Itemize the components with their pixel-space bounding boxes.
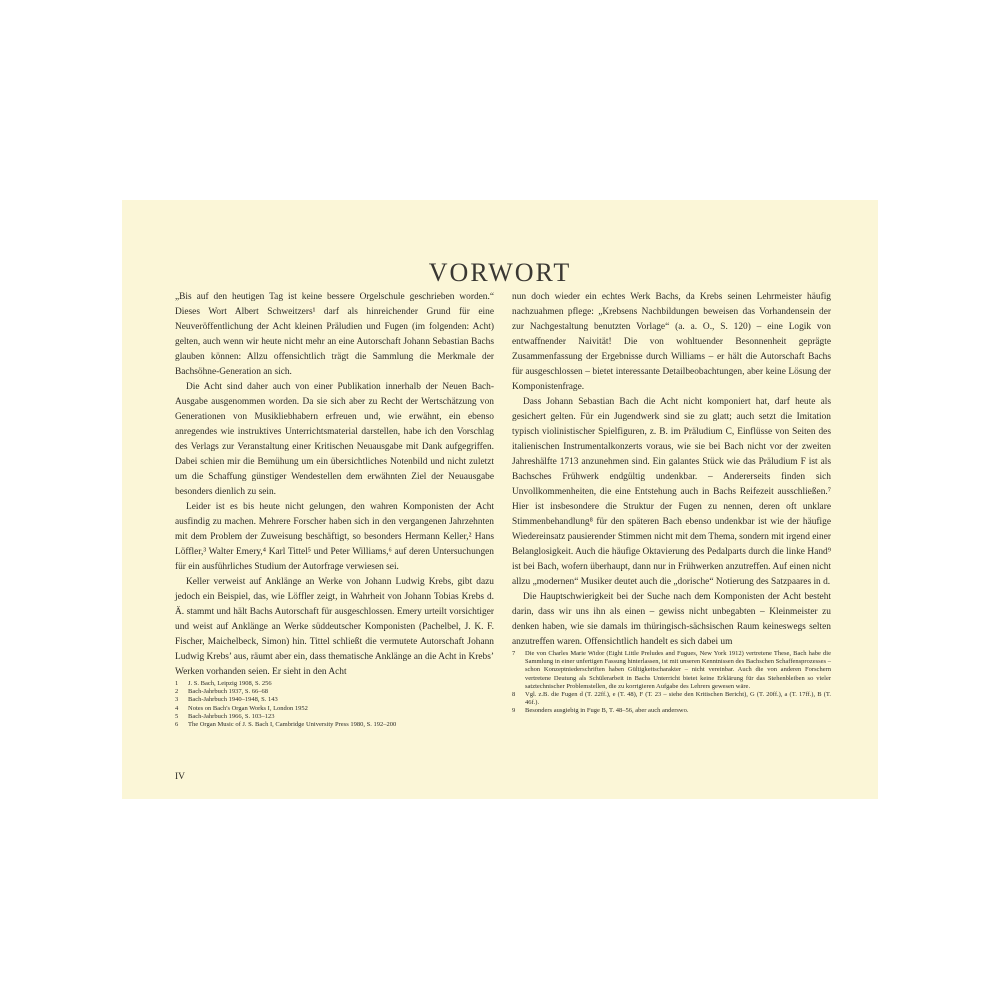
page-number: IV [175,772,186,782]
footnotes-right [512,650,831,716]
footnote-number: 3 [175,696,179,704]
footnote-number: 1 [175,680,179,687]
footnote [175,713,494,721]
left-column [175,290,494,680]
footnote [512,650,831,691]
footnote-number: 6 [175,721,179,729]
footnote [175,721,494,729]
book-page [122,200,878,799]
footnote-text: Notes on Bach's Organ Works I, London 1952 [188,704,308,712]
page-title: VORWORT [428,258,572,287]
paragraph: Leider ist es bis heute nicht gelungen, den wahren Komponisten der Acht ausfindig zu machen. Mehrere Forscher haben sich in den vergangenen Jahrzehnten mit dem Problem der Zuweisung beschäftigt, so besonders Hermann Keller,² Hans Löffler,³ Walter Emery,⁴ Karl Tittel⁵ und Peter Williams,⁶ auf deren Untersuchungen für ein ausführliches Studium der Autorfrage verwiesen sei. [175,502,494,572]
footnote-number: 2 [175,688,179,696]
footnote [175,696,494,704]
paragraph: Dass Johann Sebastian Bach die Acht nicht komponiert hat, darf heute als gesichert gelten. Für ein Jugendwerk sind sie zu glatt; auch setzt die Imitation typisch violinistischer Spielfiguren, z. B. im Präludium C, Einflüsse von Seiten des italienischen Instrumentalkonzerts voraus, wie sie bei Bach nicht vor der zweiten Jahreshälfte 1713 anzunehmen sind. Ein galantes Stück wie das Präludium F ist als Bachsches Frühwerk endgültig undenkbar. – Andererseits finden sich Unvollkommenheiten, die eine Entstehung auch in Bachs Reifezeit ausschließen.⁷ Hier ist insbesondere die Struktur der Fugen zu nennen, deren oft unklare Stimmenbehandlung⁸ für den späteren Bach ebenso undenkbar ist wie der häufige Wiedereinsatz pausierender Stimmen nicht mit dem Thema, sondern mit irgend einer Belanglosigkeit. Auch die häufige Oktavierung des Pedalparts durch die linke Hand⁹ ist bei Bach, wofern überhaupt, dann nur in Frühwerken anzutreffen. Auf einen nicht allzu „modernen“ Musiker deutet auch die „dorische“ Notierung des Satzpaares in d. [512,397,831,587]
right-column [512,290,831,650]
footnote-text: Besonders ausgiebig in Fuge B, T. 48–56, aber auch anderswo. [525,707,689,715]
footnote [512,707,831,715]
paragraph: Die Hauptschwierigkeit bei der Suche nach dem Komponisten der Acht besteht darin, dass wir uns ihn als einen – gewiss nicht unbegabten – Kleinmeister zu denken haben, wie sie damals im thüringisch-sächsischen Raum keineswegs selten anzutreffen waren. Offensichtlich handelt es sich dabei um [512,592,831,647]
footnote-text: Bach-Jahrbuch 1966, S. 103–123 [188,712,275,720]
footnote-text: J. S. Bach, Leipzig 1908, S. 256 [188,680,272,687]
footnote-number: 7 [512,650,516,657]
footnote-number: 9 [512,707,516,715]
footnote [175,688,494,696]
footnote [175,705,494,713]
footnote [512,691,831,707]
footnote-number: 5 [175,712,179,720]
paragraph: Die Acht sind daher auch von einer Publikation innerhalb der Neuen Bach-Ausgabe ausgenommen worden. Da sie sich aber zu Recht der Wertschätzung von Generationen von Musikliebhabern erfreuen und, wie erwähnt, ein ebenso anregendes wie instruktives Unterrichtsmaterial darstellen, habe ich den Vorschlag des Verlags zur Veranstaltung einer Kritischen Neuausgabe mit Dank aufgegriffen. Dabei schien mir die Bemühung um ein übersichtliches Notenbild und nicht zuletzt um die Schaffung günstiger Wendestellen dem erwähnten Ziel der Neuausgabe besonders dienlich zu sein. [175,382,494,497]
footnote-text: Die von Charles Marie Widor (Eight Little Preludes and Fugues, New York 1912) vertretene These, Bach habe die Sammlung in einer unfertigen Fassung hinterlassen, ist mit unseren Kenntnissen des Bachschen Schaffensprozesses – schon Konzeptniederschriften haben Gültigkeitscharakter – nicht vereinbar. Auch die von anderen Forschern vertretene Deutung als Schülerarbeit in Bachs Unterricht bietet keine Erklärung für das Stehenbleiben so vieler satztechnischer Problemstellen, die zu korrigieren Aufgabe des Lehrers gewesen wäre. [525,650,831,690]
footnote-number: 4 [175,704,179,712]
paragraph: Keller verweist auf Anklänge an Werke von Johann Ludwig Krebs, gibt dazu jedoch ein Beispiel, das, wie Löffler zeigt, in Wahrheit von Johann Tobias Krebs d. Ä. stammt und hält Bachs Autorschaft für ausgeschlossen. Emery urteilt vorsichtiger und weist auf Anklänge an Werke süddeutscher Komponisten (Pachelbel, J. K. F. Fischer, Maichelbeck, Simon) hin. Tittel schließt die vermutete Autorschaft Johann Ludwig Krebs’ aus, räumt aber ein, dass thematische Anklänge an die Acht in Krebs’ Werken vorhanden seien. Er sieht in den Acht [175,577,494,677]
footnote [175,680,494,688]
footnote-text: Vgl. z.B. die Fugen d (T. 22ff.), e (T. 48), F (T. 23 – siehe den Kritischen Bericht), G (T. 20ff.), a (T. 17ff.), B (T. 46f.). [525,691,831,707]
footnotes-left [175,680,494,729]
footnote-number: 8 [512,691,516,699]
paragraph: nun doch wieder ein echtes Werk Bachs, da Krebs seinen Lehrmeister häufig nachzuahmen pflege: „Krebsens Nachbildungen beweisen das Vorhandensein der zur Nachgestaltung benutzten Vorlage“ (a. a. O., S. 120) – eine Logik von entwaffnender Naivität! Die von wohltuender Besonnenheit geprägte Zusammenfassung der Ergebnisse durch Williams – er hält die Autorschaft Bachs für ausgeschlossen – bietet interessante Detailbeobachtungen, aber keine Lösung der Komponistenfrage. [512,292,831,392]
footnote-text: Bach-Jahrbuch 1937, S. 66–68 [188,688,268,696]
footnote-text: Bach-Jahrbuch 1940–1948, S. 143 [188,696,278,704]
footnote-text: The Organ Music of J. S. Bach I, Cambridge University Press 1980, S. 192–200 [188,721,397,729]
paragraph: „Bis auf den heutigen Tag ist keine bessere Orgelschule geschrieben worden.“ Dieses Wort Albert Schweitzers¹ darf als hinreichender Grund für eine Neuveröffentlichung der Acht kleinen Präludien und Fugen (im folgenden: Acht) gelten, auch wenn wir heute nicht mehr an eine Autorschaft Johann Sebastian Bachs glauben können: Allzu offensichtlich trägt die Sammlung die Merkmale der Bachsöhne-Generation an sich. [175,292,494,377]
